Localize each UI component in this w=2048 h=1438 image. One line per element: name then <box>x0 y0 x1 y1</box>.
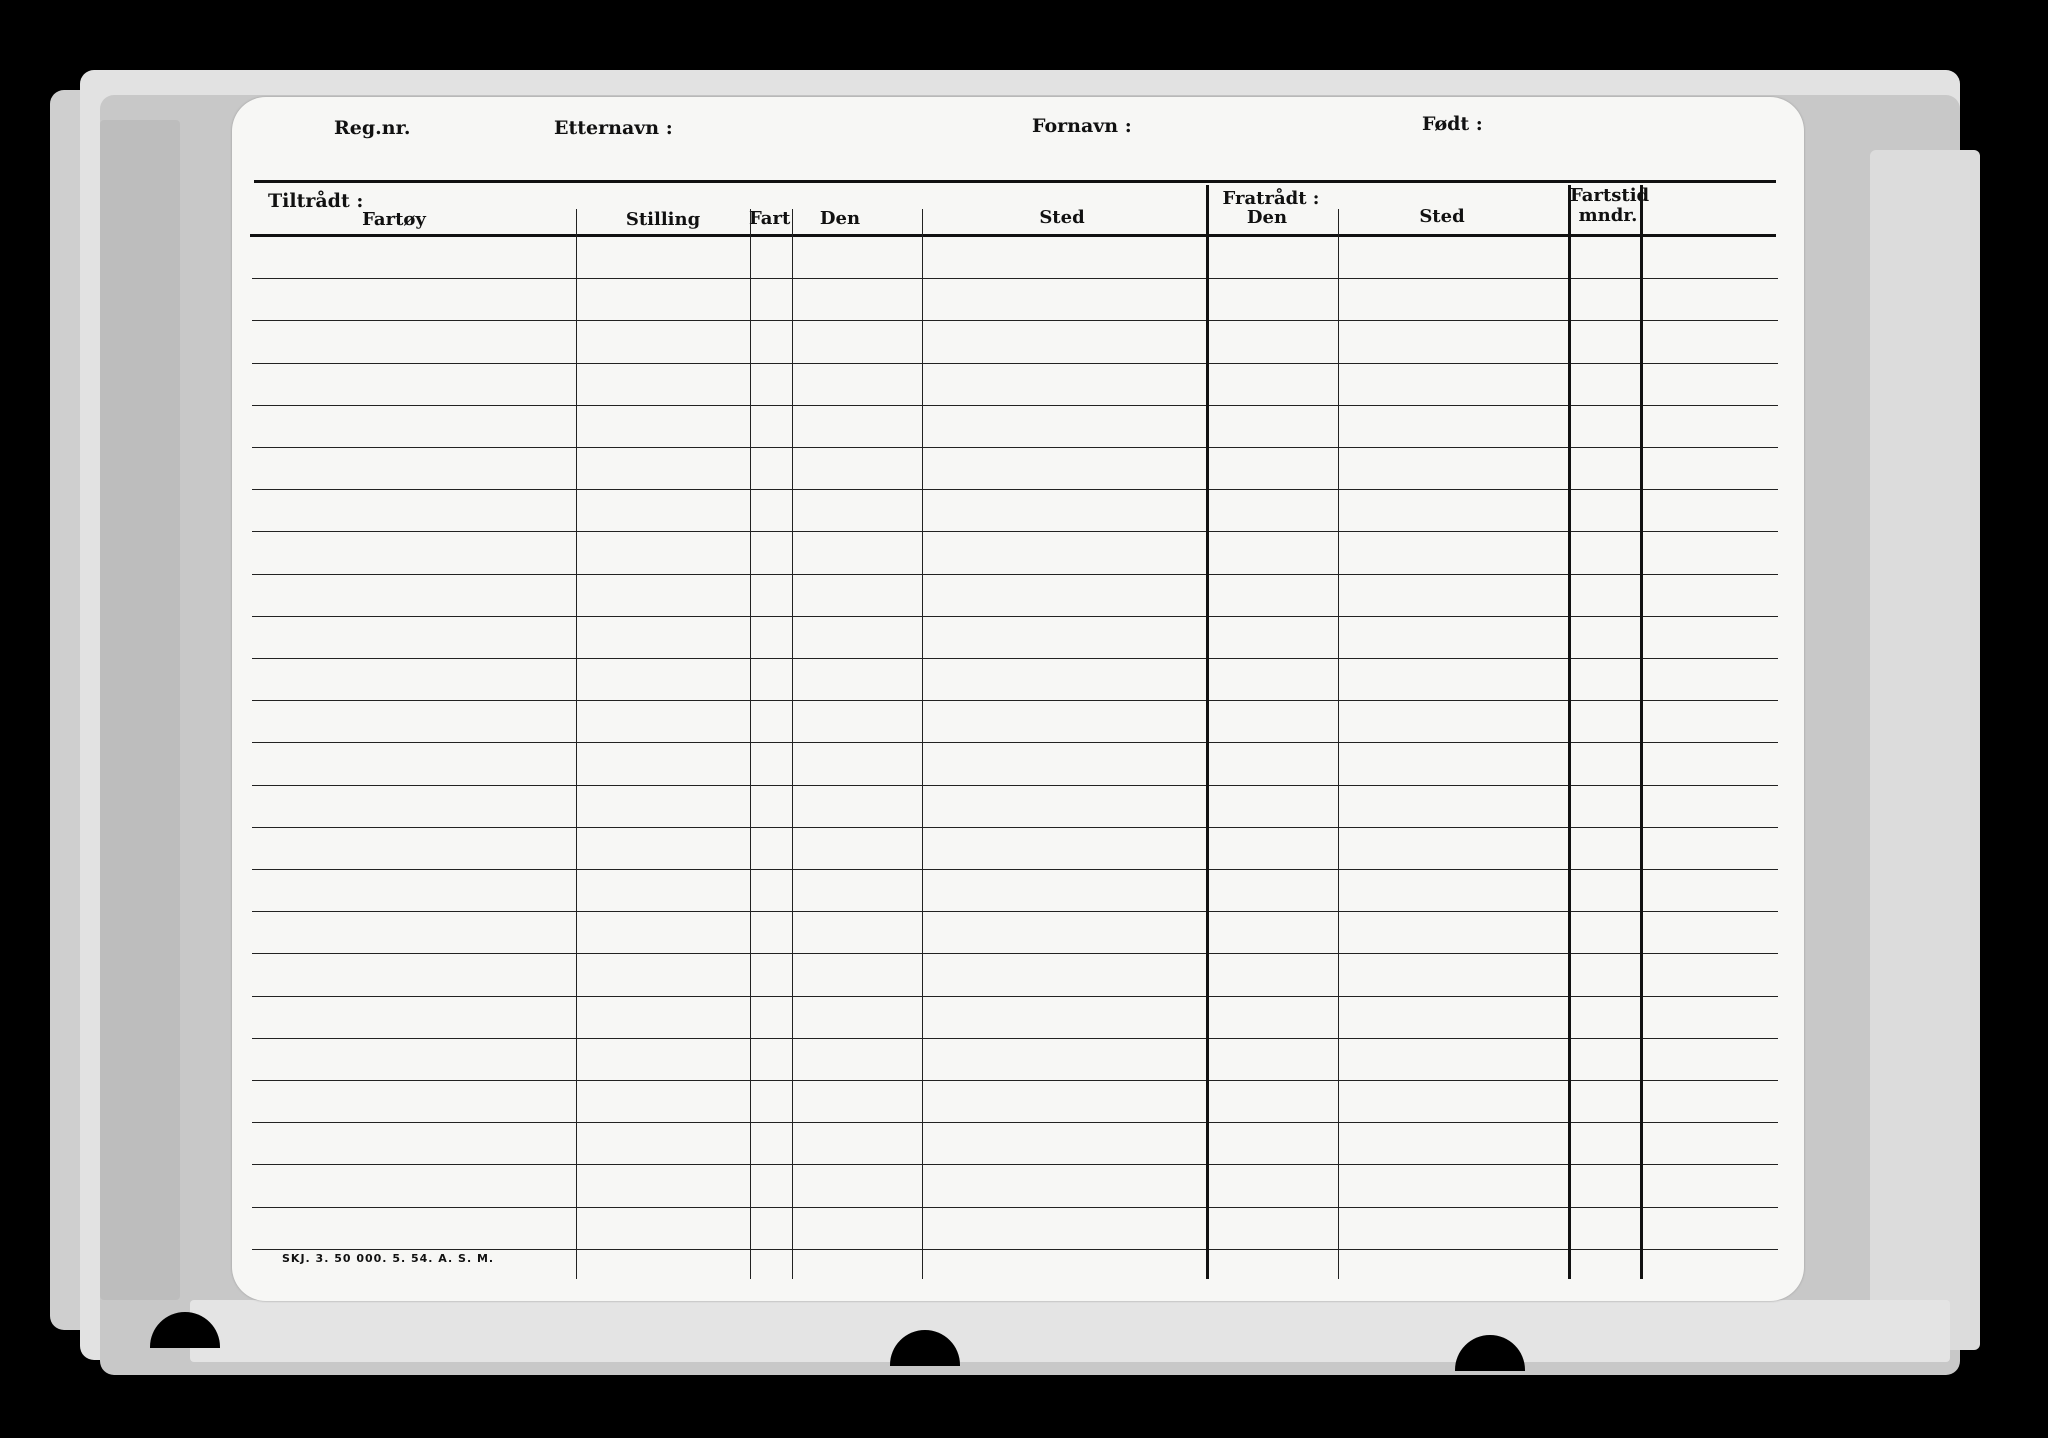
fratradt-label: Fratrådt : <box>1222 188 1320 209</box>
row-line <box>252 658 1778 659</box>
background-card-edge <box>1870 150 1980 1350</box>
row-line <box>252 363 1778 364</box>
row-line <box>252 953 1778 954</box>
row-line <box>252 489 1778 490</box>
column-line <box>576 209 577 1279</box>
row-line <box>252 278 1778 279</box>
etternavn-label: Etternavn : <box>554 117 673 139</box>
fratradt-den-header: Den <box>1246 207 1288 228</box>
row-line <box>252 574 1778 575</box>
column-line <box>1206 185 1209 1279</box>
row-line <box>252 531 1778 532</box>
row-line <box>252 1122 1778 1123</box>
fratradt-sted-header: Sted <box>1419 206 1465 227</box>
row-line <box>252 869 1778 870</box>
den-header: Den <box>819 208 861 229</box>
fartoy-header: Fartøy <box>362 209 426 230</box>
fodt-label: Født : <box>1422 113 1483 135</box>
row-line <box>252 405 1778 406</box>
row-line <box>252 742 1778 743</box>
row-line <box>252 996 1778 997</box>
column-line <box>750 209 751 1279</box>
seaman-registration-card <box>232 97 1804 1301</box>
form-print-code: SKJ. 3. 50 000. 5. 54. A. S. M. <box>282 1252 495 1265</box>
header-divider <box>254 180 1776 183</box>
row-line <box>252 827 1778 828</box>
row-line <box>252 320 1778 321</box>
column-line <box>1640 185 1643 1279</box>
column-line <box>1338 209 1339 1279</box>
reg-nr-label: Reg.nr. <box>334 117 411 139</box>
fartstid-unit-header: mndr. <box>1578 205 1638 226</box>
background-card-edge <box>100 120 180 1300</box>
row-line <box>252 1080 1778 1081</box>
stilling-header: Stilling <box>625 209 701 230</box>
row-line <box>252 616 1778 617</box>
row-line <box>252 700 1778 701</box>
row-line <box>252 1249 1778 1250</box>
row-line <box>252 911 1778 912</box>
tiltradt-label: Tiltrådt : <box>268 190 364 212</box>
fartstid-header: Fartstid <box>1570 185 1650 206</box>
column-line <box>1568 185 1571 1279</box>
row-line <box>252 785 1778 786</box>
column-header-divider <box>250 234 1776 237</box>
row-line <box>252 1038 1778 1039</box>
fart-header: Fart <box>749 208 791 229</box>
row-line <box>252 447 1778 448</box>
background-card-bottom <box>190 1300 1950 1362</box>
sted-header: Sted <box>1039 207 1085 228</box>
column-line <box>922 209 923 1279</box>
row-line <box>252 1207 1778 1208</box>
fornavn-label: Fornavn : <box>1032 115 1132 137</box>
row-line <box>252 1164 1778 1165</box>
column-line <box>792 209 793 1279</box>
